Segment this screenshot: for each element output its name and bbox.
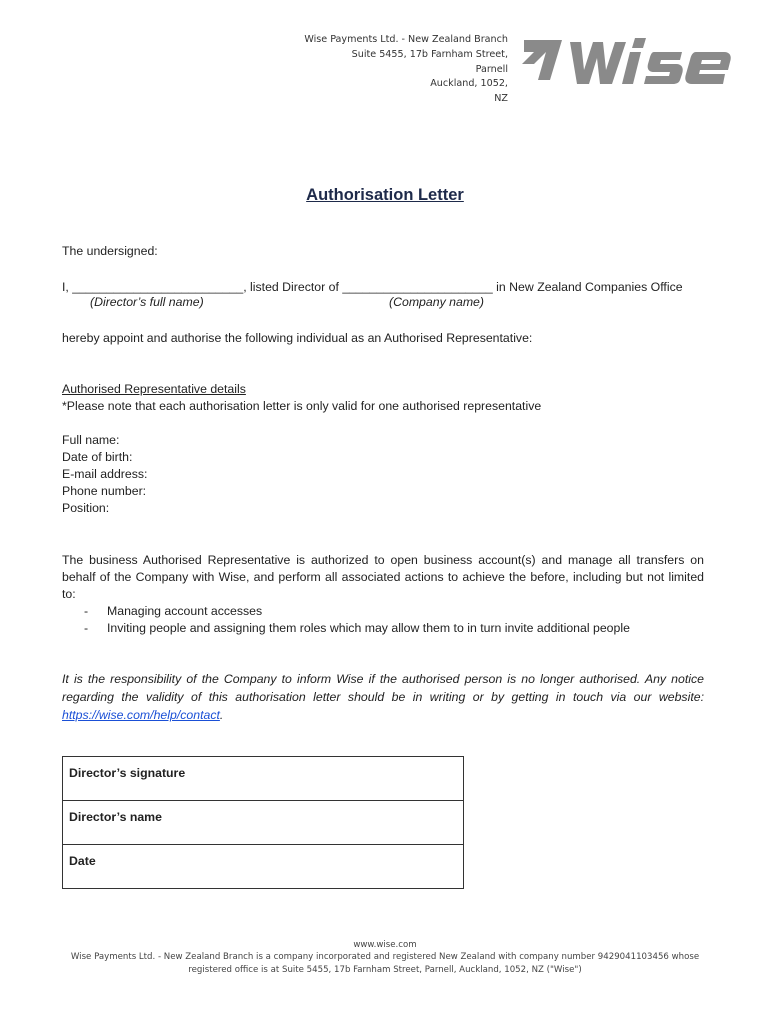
field-email-address: E-mail address: xyxy=(62,467,148,481)
signature-table xyxy=(62,756,464,889)
list-item xyxy=(84,603,630,620)
field-date-of-birth: Date of birth: xyxy=(62,450,133,464)
rep-details-note: *Please note that each authorisation letter is only valid for one authorised representative xyxy=(62,399,542,413)
director-name-hint: (Director’s full name) xyxy=(90,295,204,309)
address-line: Suite 5455, 17b Farnham Street, xyxy=(351,48,508,60)
appoint-text: hereby appoint and authorise the following individual as an Authorised Representative: xyxy=(62,331,533,345)
responsibility-end: . xyxy=(219,708,224,722)
director-name-row[interactable]: Director’s name xyxy=(63,801,463,845)
company-address xyxy=(304,33,508,107)
address-line: Parnell xyxy=(475,63,508,75)
field-phone-number: Phone number: xyxy=(62,484,147,498)
footer-line: Wise Payments Ltd. - New Zealand Branch is a company incorporated and registered New Zealand with company number 9429041103456 whose xyxy=(70,952,700,963)
address-line: Auckland, 1052, xyxy=(430,78,508,90)
footer-site: www.wise.com xyxy=(353,940,417,950)
date-row[interactable]: Date xyxy=(69,854,96,868)
bullet-marker: - xyxy=(84,621,89,635)
page-footer xyxy=(0,939,770,976)
address-line: NZ xyxy=(494,93,508,105)
director-statement: I, _________________________, listed Director of ______________________ in New Zealand Companies Office xyxy=(62,280,683,294)
field-full-name: Full name: xyxy=(62,433,120,447)
authority-paragraph: The business Authorised Representative is authorized to open business account(s) and manage all transfers on behalf of the Company with Wise, and perform all associated actions to achieve the before, including but not limited to: xyxy=(62,553,704,601)
bullet-text: Managing account accesses xyxy=(107,604,263,618)
wise-logo-icon xyxy=(520,34,750,90)
field-position: Position: xyxy=(62,501,110,515)
responsibility-paragraph xyxy=(62,670,704,724)
responsibility-text: It is the responsibility of the Company to inform Wise if the authorised person is no longer authorised. Any notice regarding the validity of this authorisation letter should be in writing or by getting in touch via our website: xyxy=(62,672,704,704)
address-line: Wise Payments Ltd. - New Zealand Branch xyxy=(304,34,508,45)
bullet-text: Inviting people and assigning them roles which may allow them to in turn invite additional people xyxy=(107,621,630,635)
company-name-hint: (Company name) xyxy=(389,295,484,309)
footer-line: registered office is at Suite 5455, 17b Farnham Street, Parnell, Auckland, 1052, NZ ("Wise") xyxy=(188,964,582,975)
rep-details-heading: Authorised Representative details xyxy=(62,382,246,396)
contact-link[interactable]: https://wise.com/help/contact xyxy=(62,708,220,722)
bullet-marker: - xyxy=(84,604,89,618)
authority-bullets xyxy=(84,603,630,637)
intro-text: The undersigned: xyxy=(62,244,158,258)
list-item xyxy=(84,620,630,637)
signature-row[interactable]: Director’s signature xyxy=(63,757,463,801)
page-title: Authorisation Letter xyxy=(306,186,464,204)
